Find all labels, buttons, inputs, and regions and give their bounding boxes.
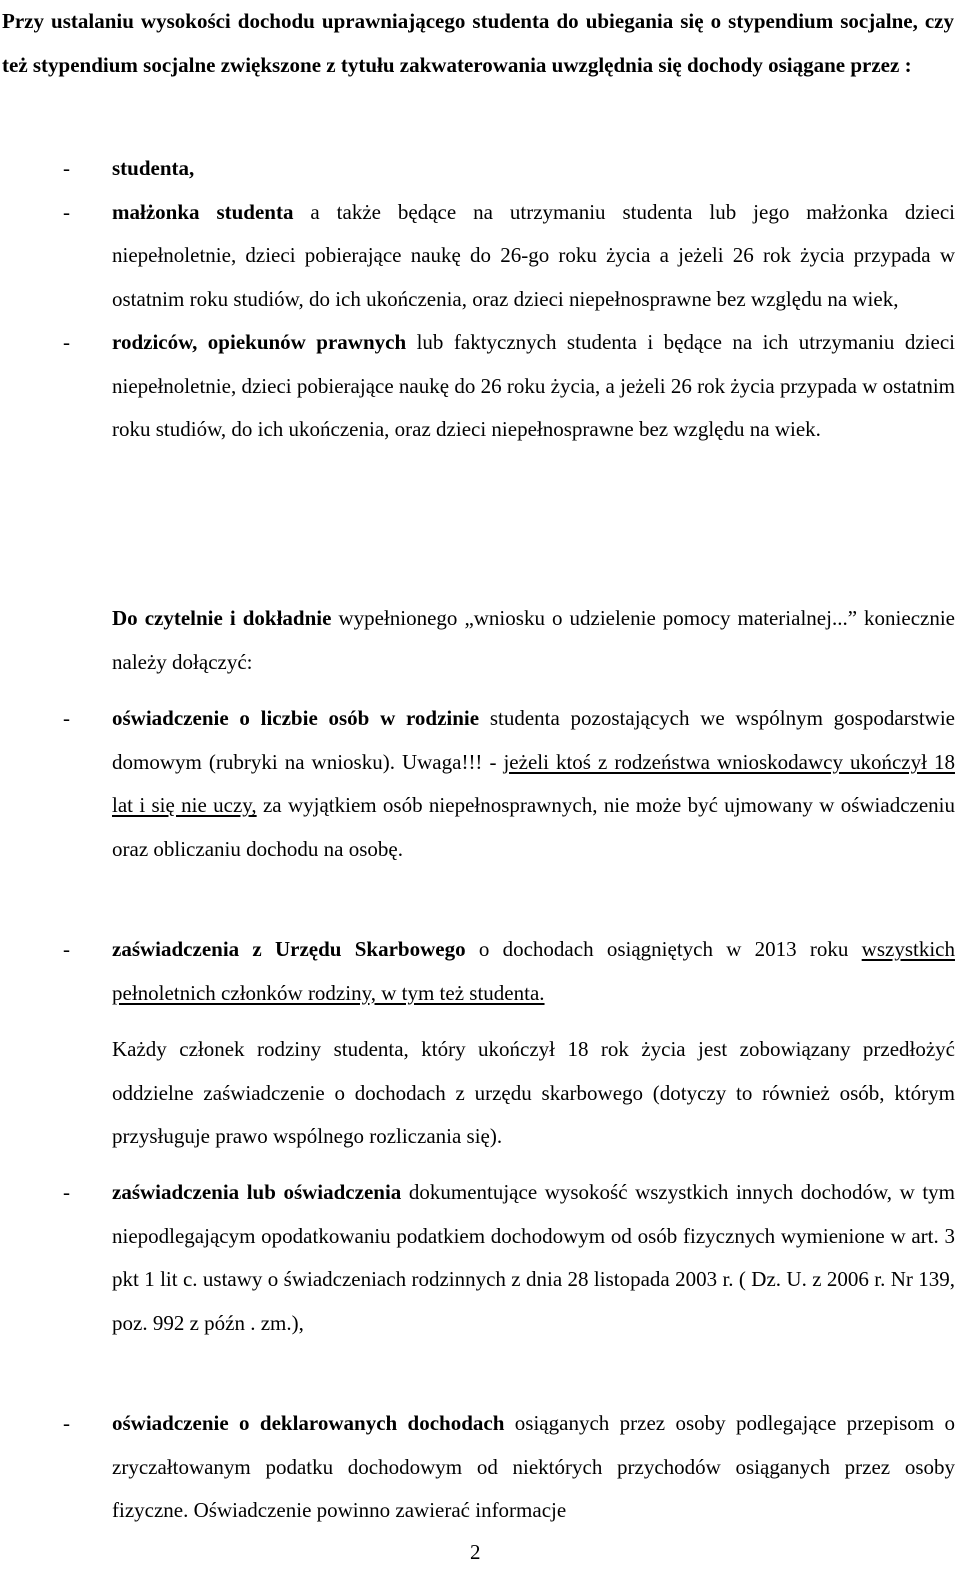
- attachments-list-2: [0, 928, 955, 1015]
- attachments-intro-text: wypełnionego „wniosku o udzielenie pomocy materialnej...” koniecznie należy dołączyć:: [112, 606, 955, 674]
- attachments-intro: [112, 597, 955, 684]
- tax-certificate-note: [112, 1028, 955, 1159]
- list-item-text: lub faktycznych studenta i będące na ich utrzymaniu dzieci niepełnoletnie, dzieci pobierające naukę do 26 roku życia, a jeżeli 26 rok życia przypada w ostatnim roku studiów, do ich ukończenia, oraz dzieci niepełnosprawne bez względu na wiek.: [112, 330, 955, 441]
- intro-paragraph: [2, 0, 954, 87]
- list-item: [0, 1402, 955, 1533]
- attachments-list-3: [0, 1171, 955, 1345]
- list-dash: -: [63, 937, 70, 961]
- list-item-bold: oświadczenie o liczbie osób w rodzinie: [112, 706, 480, 730]
- list-item-bold: oświadczenie o deklarowanych dochodach: [112, 1411, 505, 1435]
- list-item-bold: rodziców, opiekunów prawnych: [112, 330, 407, 354]
- list-item-bold: studenta,: [112, 156, 195, 180]
- attachments-list-1: [0, 697, 955, 871]
- list-dash: -: [63, 330, 70, 354]
- list-item-bold: zaświadczenia z Urzędu Skarbowego: [112, 937, 466, 961]
- list-item-bold: zaświadczenia lub oświadczenia: [112, 1180, 402, 1204]
- note-text: Każdy członek rodziny studenta, który ukończył 18 rok życia jest zobowiązany przedłożyć oddzielne zaświadczenie o dochodach z urzędu skarbowego (dotyczy to również osób, którym przysługuje prawo wspólnego rozliczania się).: [112, 1037, 955, 1148]
- list-item-underlined: jeżeli ktoś z rodzeństwa wnioskodawcy ukończył 18 lat i się nie uczy,: [112, 749, 955, 817]
- list-item-text: o dochodach osiągniętych w 2013 roku: [465, 937, 862, 961]
- list-item: [0, 1171, 955, 1345]
- list-item-text: a także będące na utrzymaniu studenta lub jego małżonka dzieci niepełnoletnie, dzieci pobierające naukę do 26-go roku życia a jeżeli 26 rok życia przypada w ostatnim roku studiów, do ich ukończenia, oraz dzieci niepełnosprawne bez względu na wiek,: [112, 199, 955, 311]
- list-dash: -: [63, 1180, 70, 1204]
- list-item: [0, 191, 955, 322]
- attachments-list-4: [0, 1402, 955, 1533]
- list-dash: -: [63, 1411, 70, 1435]
- list-item: [0, 928, 955, 1015]
- intro-text: Przy ustalaniu wysokości dochodu uprawniającego studenta do ubiegania się o stypendium socjalne, czy też stypendium socjalne zwiększone z tytułu zakwaterowania uwzględnia się dochody osiągane przez :: [2, 9, 954, 77]
- list-item-text: za wyjątkiem osób niepełnosprawnych, nie może być ujmowany w oświadczeniu oraz obliczaniu dochodu na osobę.: [112, 793, 955, 861]
- list-item: [0, 321, 955, 452]
- list-dash: -: [63, 199, 70, 224]
- list-item-text: studenta pozostających we wspólnym gospodarstwie domowym (rubryki na wniosku). Uwaga!!! -: [112, 706, 955, 774]
- list-dash: -: [63, 156, 70, 180]
- list-item-underlined: wszystkich pełnoletnich członków rodziny, w tym też studenta.: [112, 937, 955, 1005]
- attachments-intro-bold: Do czytelnie i dokładnie: [112, 606, 332, 630]
- list-item-text: dokumentujące wysokość wszystkich innych dochodów, w tym niepodlegającym opodatkowaniu podatkiem dochodowym od osób fizycznych wymienione w art. 3 pkt 1 lit c. ustawy o świadczeniach rodzinnych z dnia 28 listopada 2003 r. ( Dz. U. z 2006 r. Nr 139, poz. 992 z późn . zm.),: [112, 1180, 955, 1335]
- list-item-bold: małżonka studenta: [112, 199, 294, 224]
- income-sources-list: [0, 147, 955, 452]
- list-item: [0, 697, 955, 871]
- list-item-text: osiąganych przez osoby podlegające przepisom o zryczałtowanym podatku dochodowym od niektórych przychodów osiąganych przez osoby fizyczne. Oświadczenie powinno zawierać informacje: [112, 1411, 955, 1522]
- page-number: 2: [470, 1540, 481, 1564]
- list-item: [0, 147, 955, 191]
- list-dash: -: [63, 706, 70, 730]
